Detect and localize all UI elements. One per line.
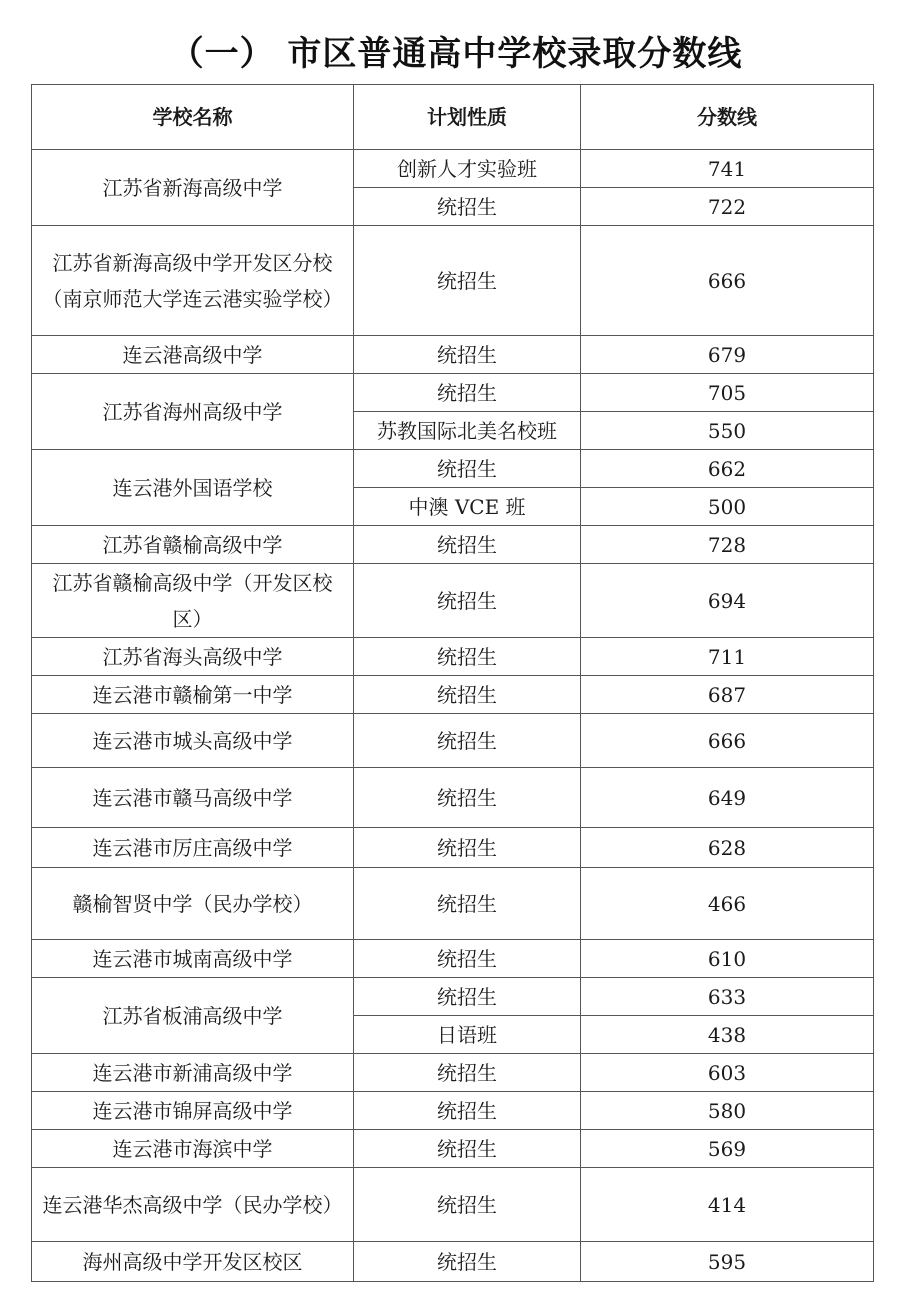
plan-type-cell: 统招生 (354, 868, 581, 940)
table-row (32, 940, 874, 978)
plan-type-cell: 统招生 (354, 638, 581, 676)
plan-type-cell: 日语班 (354, 1016, 581, 1054)
score-cell: 662 (581, 450, 874, 488)
score-cell: 414 (581, 1168, 874, 1242)
table-row (32, 564, 874, 638)
school-name-cell: 连云港市海滨中学 (32, 1130, 354, 1168)
score-cell: 711 (581, 638, 874, 676)
plan-type-cell: 统招生 (354, 1242, 581, 1282)
school-name-cell: 连云港市厉庄高级中学 (32, 828, 354, 868)
score-cell: 569 (581, 1130, 874, 1168)
plan-type-cell: 统招生 (354, 336, 581, 374)
score-cell: 550 (581, 412, 874, 450)
table-row (32, 1242, 874, 1282)
table-row (32, 768, 874, 828)
score-cell: 741 (581, 150, 874, 188)
plan-type-cell: 苏教国际北美名校班 (354, 412, 581, 450)
plan-type-cell: 统招生 (354, 1054, 581, 1092)
score-cell: 649 (581, 768, 874, 828)
plan-type-cell: 统招生 (354, 226, 581, 336)
table-row (32, 978, 874, 1016)
school-name-cell: 江苏省板浦高级中学 (32, 978, 354, 1054)
plan-type-cell: 统招生 (354, 828, 581, 868)
school-name-cell: 连云港高级中学 (32, 336, 354, 374)
score-cell: 438 (581, 1016, 874, 1054)
table-row (32, 1168, 874, 1242)
plan-type-cell: 统招生 (354, 374, 581, 412)
school-name-cell: 连云港市城南高级中学 (32, 940, 354, 978)
page-title: （一） 市区普通高中学校录取分数线 (169, 34, 743, 74)
score-cell: 610 (581, 940, 874, 978)
header-plan-type: 计划性质 (354, 85, 581, 150)
school-name-cell: 连云港市新浦高级中学 (32, 1054, 354, 1092)
score-cell: 728 (581, 526, 874, 564)
plan-type-cell: 统招生 (354, 768, 581, 828)
school-name-cell: 江苏省赣榆高级中学 (32, 526, 354, 564)
score-cell: 628 (581, 828, 874, 868)
header-score-line: 分数线 (581, 85, 874, 150)
school-name-cell: 江苏省赣榆高级中学（开发区校区） (32, 564, 354, 638)
plan-type-cell: 统招生 (354, 1130, 581, 1168)
plan-type-cell: 统招生 (354, 188, 581, 226)
table-row (32, 676, 874, 714)
plan-type-cell: 统招生 (354, 450, 581, 488)
plan-type-cell: 统招生 (354, 526, 581, 564)
plan-type-cell: 统招生 (354, 564, 581, 638)
school-name-cell: 江苏省海头高级中学 (32, 638, 354, 676)
table-row (32, 868, 874, 940)
school-name-cell: 连云港华杰高级中学（民办学校） (32, 1168, 354, 1242)
plan-type-cell: 统招生 (354, 1168, 581, 1242)
admission-score-table (31, 84, 874, 1282)
plan-type-cell: 统招生 (354, 1092, 581, 1130)
score-cell: 666 (581, 714, 874, 768)
plan-type-cell: 统招生 (354, 940, 581, 978)
school-name-cell: 连云港市赣马高级中学 (32, 768, 354, 828)
table-row (32, 828, 874, 868)
score-cell: 687 (581, 676, 874, 714)
table-row (32, 526, 874, 564)
plan-type-cell: 中澳 VCE 班 (354, 488, 581, 526)
table-row (32, 638, 874, 676)
header-school-name: 学校名称 (32, 85, 354, 150)
plan-type-cell: 统招生 (354, 676, 581, 714)
plan-type-cell: 统招生 (354, 978, 581, 1016)
table-row (32, 450, 874, 488)
score-cell: 595 (581, 1242, 874, 1282)
score-cell: 694 (581, 564, 874, 638)
score-cell: 466 (581, 868, 874, 940)
score-cell: 603 (581, 1054, 874, 1092)
score-cell: 705 (581, 374, 874, 412)
table-row (32, 226, 874, 336)
table-row (32, 1130, 874, 1168)
plan-type-cell: 创新人才实验班 (354, 150, 581, 188)
school-name-cell: 连云港市锦屏高级中学 (32, 1092, 354, 1130)
school-name-cell: 连云港市城头高级中学 (32, 714, 354, 768)
table-row (32, 150, 874, 188)
score-cell: 722 (581, 188, 874, 226)
school-name-cell: 江苏省新海高级中学 (32, 150, 354, 226)
score-cell: 580 (581, 1092, 874, 1130)
school-name-cell: 江苏省海州高级中学 (32, 374, 354, 450)
table-row (32, 336, 874, 374)
school-name-cell: 连云港市赣榆第一中学 (32, 676, 354, 714)
school-name-cell: 江苏省新海高级中学开发区分校（南京师范大学连云港实验学校） (32, 226, 354, 336)
table-row (32, 1092, 874, 1130)
school-name-cell: 连云港外国语学校 (32, 450, 354, 526)
score-cell: 633 (581, 978, 874, 1016)
school-name-cell: 海州高级中学开发区校区 (32, 1242, 354, 1282)
plan-type-cell: 统招生 (354, 714, 581, 768)
score-cell: 679 (581, 336, 874, 374)
table-header-row (32, 85, 874, 150)
school-name-cell: 赣榆智贤中学（民办学校） (32, 868, 354, 940)
score-cell: 666 (581, 226, 874, 336)
table-row (32, 374, 874, 412)
score-cell: 500 (581, 488, 874, 526)
table-row (32, 714, 874, 768)
table-body (32, 150, 874, 1282)
table-row (32, 1054, 874, 1092)
